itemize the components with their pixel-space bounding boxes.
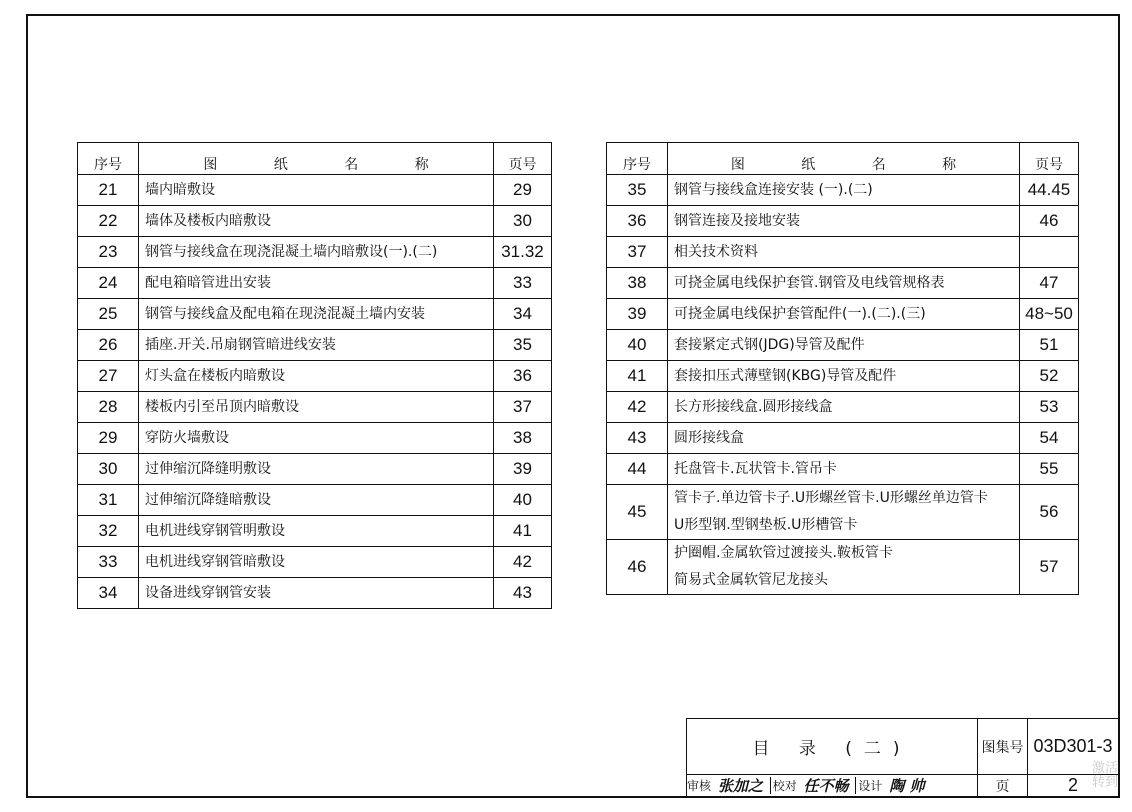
drawing-name <box>139 206 494 237</box>
page-value: 2 <box>1028 775 1119 797</box>
drawing-name <box>668 392 1020 423</box>
drawing-name-line: 可挠金属电线保护套管配件(一).(二).(三) <box>674 305 926 322</box>
drawing-name-line: 钢管连接及接地安装 <box>674 212 800 229</box>
table-row <box>607 299 1079 330</box>
design-label: 设计 <box>855 777 882 794</box>
page-number: 34 <box>494 299 552 330</box>
table-row <box>607 540 1079 595</box>
page-number: 48~50 <box>1020 299 1079 330</box>
drawing-name-line: 可挠金属电线保护套管.钢管及电线管规格表 <box>674 274 945 291</box>
drawing-name <box>139 578 494 609</box>
page-label: 页 <box>978 775 1028 797</box>
table-row <box>607 485 1079 540</box>
drawing-name <box>668 206 1020 237</box>
row-number: 36 <box>607 206 668 237</box>
drawing-name <box>139 268 494 299</box>
table-header-row <box>607 143 1079 175</box>
page-number: 35 <box>494 330 552 361</box>
page-number: 29 <box>494 175 552 206</box>
page-number: 42 <box>494 547 552 578</box>
table-row <box>78 175 552 206</box>
drawing-name <box>139 547 494 578</box>
row-number: 41 <box>607 361 668 392</box>
review-signature: 张加之 <box>717 777 763 795</box>
drawing-name-line: 钢管与接线盒连接安装 (一).(二) <box>674 181 873 198</box>
row-number: 46 <box>607 540 668 595</box>
drawing-name-line: 托盘管卡.瓦状管卡.管吊卡 <box>674 460 837 477</box>
table-row <box>78 485 552 516</box>
row-number: 44 <box>607 454 668 485</box>
table-row <box>78 206 552 237</box>
page-number: 40 <box>494 485 552 516</box>
page-number <box>1020 237 1079 268</box>
row-number: 43 <box>607 423 668 454</box>
table-row <box>78 516 552 547</box>
check-label: 校对 <box>770 777 797 794</box>
index-table-right <box>606 142 1079 595</box>
row-number: 45 <box>607 485 668 540</box>
drawing-name <box>668 540 1020 595</box>
page-number: 39 <box>494 454 552 485</box>
drawing-name <box>668 175 1020 206</box>
row-number: 37 <box>607 237 668 268</box>
drawing-name <box>139 485 494 516</box>
drawing-name-line: 钢管与接线盒及配电箱在现浇混凝土墙内安装 <box>145 305 425 322</box>
drawing-name-line: 过伸缩沉降缝明敷设 <box>145 460 271 477</box>
watermark-line-2: 转到 <box>1092 775 1119 790</box>
page-number: 57 <box>1020 540 1079 595</box>
table-row <box>607 268 1079 299</box>
atlas-number-label: 图集号 <box>978 719 1028 775</box>
table-row <box>78 392 552 423</box>
page-number: 54 <box>1020 423 1079 454</box>
table-row <box>607 392 1079 423</box>
page-number: 56 <box>1020 485 1079 540</box>
table-row <box>607 423 1079 454</box>
page-number: 51 <box>1020 330 1079 361</box>
page-number: 52 <box>1020 361 1079 392</box>
drawing-name <box>139 423 494 454</box>
drawing-name-line: 插座.开关.吊扇钢管暗进线安装 <box>145 336 336 353</box>
drawing-name <box>139 392 494 423</box>
col-header-name: 图 纸 名 称 <box>139 143 494 175</box>
index-table-left <box>77 142 552 609</box>
drawing-name-line: 墙体及楼板内暗敷设 <box>145 212 271 229</box>
page-number: 43 <box>494 578 552 609</box>
drawing-name <box>668 330 1020 361</box>
col-header-name: 图 纸 名 称 <box>668 143 1020 175</box>
review-label: 审核 <box>687 779 712 793</box>
drawing-name-line: 电机进线穿钢管明敷设 <box>145 522 285 539</box>
table-row <box>78 454 552 485</box>
table-row <box>78 361 552 392</box>
drawing-name <box>668 237 1020 268</box>
table-row <box>607 361 1079 392</box>
drawing-name <box>139 516 494 547</box>
table-header-row <box>78 143 552 175</box>
drawing-name <box>139 454 494 485</box>
drawing-name-line: 套接扣压式薄壁钢(KBG)导管及配件 <box>674 367 897 384</box>
col-header-page: 页号 <box>1020 143 1079 175</box>
row-number: 34 <box>78 578 139 609</box>
row-number: 31 <box>78 485 139 516</box>
drawing-name <box>668 423 1020 454</box>
page-number: 53 <box>1020 392 1079 423</box>
drawing-name <box>139 237 494 268</box>
atlas-number-value: 03D301-3 <box>1028 719 1119 775</box>
drawing-name-line: 墙内暗敷设 <box>145 181 215 198</box>
row-number: 25 <box>78 299 139 330</box>
table-row <box>607 330 1079 361</box>
drawing-name <box>139 175 494 206</box>
page-number: 31.32 <box>494 237 552 268</box>
table-row <box>78 299 552 330</box>
table-row <box>78 237 552 268</box>
table-row <box>607 237 1079 268</box>
row-number: 29 <box>78 423 139 454</box>
drawing-name <box>139 361 494 392</box>
signature-row <box>687 775 978 797</box>
page-number: 38 <box>494 423 552 454</box>
drawing-name <box>668 268 1020 299</box>
row-number: 21 <box>78 175 139 206</box>
table-row <box>78 330 552 361</box>
row-number: 33 <box>78 547 139 578</box>
drawing-name-line: 管卡子.单边管卡子.U形螺丝管卡.U形螺丝单边管卡 <box>674 490 988 506</box>
drawing-name-line: 灯头盒在楼板内暗敷设 <box>145 367 285 384</box>
drawing-name-line: 穿防火墙敷设 <box>145 429 229 446</box>
table-row <box>607 206 1079 237</box>
page-number: 46 <box>1020 206 1079 237</box>
drawing-name <box>668 299 1020 330</box>
row-number: 27 <box>78 361 139 392</box>
drawing-name <box>139 330 494 361</box>
sheet-title: 目 录 (二) <box>687 719 978 775</box>
drawing-name <box>668 485 1020 540</box>
row-number: 39 <box>607 299 668 330</box>
row-number: 35 <box>607 175 668 206</box>
page-number: 41 <box>494 516 552 547</box>
page-number: 30 <box>494 206 552 237</box>
page-number: 33 <box>494 268 552 299</box>
drawing-name-line: 电机进线穿钢管暗敷设 <box>145 553 285 570</box>
drawing-name-line: U形型钢.型钢垫板.U形槽管卡 <box>674 517 858 533</box>
title-block <box>686 718 1119 797</box>
drawing-name-line: 护圈帽.金属软管过渡接头.鞍板管卡 <box>674 545 893 561</box>
drawing-name <box>668 454 1020 485</box>
col-header-page: 页号 <box>494 143 552 175</box>
row-number: 32 <box>78 516 139 547</box>
check-signature: 任不畅 <box>803 777 849 795</box>
drawing-name-line: 简易式金属软管尼龙接头 <box>674 572 828 588</box>
table-row <box>78 547 552 578</box>
row-number: 23 <box>78 237 139 268</box>
row-number: 30 <box>78 454 139 485</box>
row-number: 40 <box>607 330 668 361</box>
table-row <box>607 454 1079 485</box>
drawing-name-line: 楼板内引至吊顶内暗敷设 <box>145 398 299 415</box>
row-number: 28 <box>78 392 139 423</box>
drawing-name-line: 过伸缩沉降缝暗敷设 <box>145 491 271 508</box>
row-number: 26 <box>78 330 139 361</box>
page-number: 47 <box>1020 268 1079 299</box>
row-number: 38 <box>607 268 668 299</box>
col-header-num: 序号 <box>607 143 668 175</box>
table-row <box>78 423 552 454</box>
drawing-name <box>139 299 494 330</box>
table-row <box>78 268 552 299</box>
page-number: 37 <box>494 392 552 423</box>
drawing-name-line: 钢管与接线盒在现浇混凝土墙内暗敷设(一).(二) <box>145 243 438 260</box>
drawing-name-line: 圆形接线盒 <box>674 429 744 446</box>
drawing-name-line: 相关技术资料 <box>674 243 758 260</box>
drawing-name-line: 配电箱暗管进出安装 <box>145 274 271 291</box>
drawing-name-line: 套接紧定式钢(JDG)导管及配件 <box>674 336 865 353</box>
design-signature: 陶 帅 <box>889 777 925 795</box>
row-number: 24 <box>78 268 139 299</box>
page-number: 36 <box>494 361 552 392</box>
table-row <box>607 175 1079 206</box>
drawing-name <box>668 361 1020 392</box>
page-number: 44.45 <box>1020 175 1079 206</box>
row-number: 22 <box>78 206 139 237</box>
drawing-name-line: 长方形接线盒.圆形接线盒 <box>674 398 833 415</box>
page-number: 55 <box>1020 454 1079 485</box>
row-number: 42 <box>607 392 668 423</box>
activation-watermark <box>1092 762 1118 790</box>
drawing-name-line: 设备进线穿钢管安装 <box>145 584 271 601</box>
watermark-line-1: 激活 <box>1092 761 1119 776</box>
col-header-num: 序号 <box>78 143 139 175</box>
table-row <box>78 578 552 609</box>
